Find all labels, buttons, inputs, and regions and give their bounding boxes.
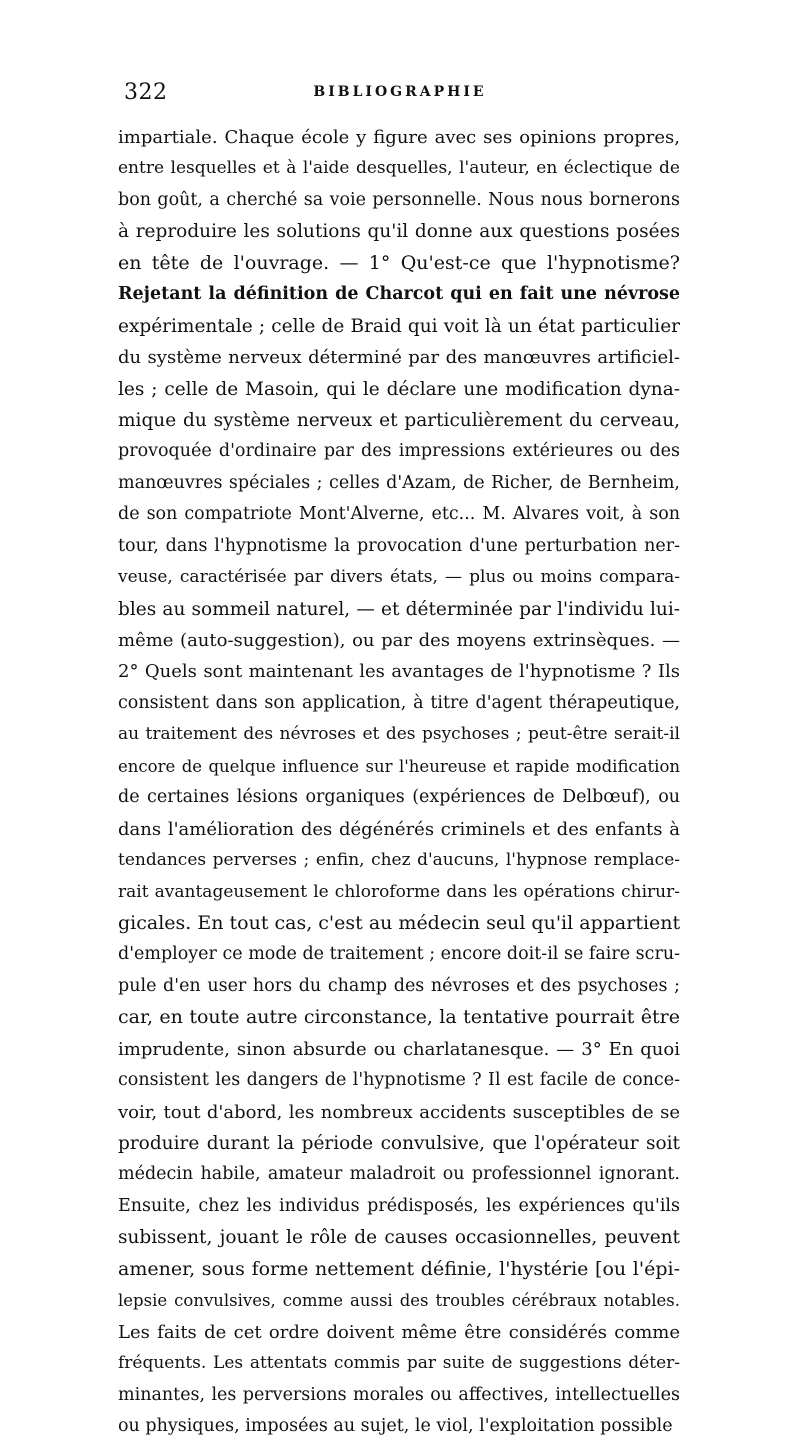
text-line: rait avantageusement le chloroforme dans les opérations chirur-: [118, 881, 680, 902]
text-line: à reproduire les solutions qu'il donne aux questions posées: [118, 221, 680, 243]
text-line: entre lesquelles et à l'aide desquelles, l'auteur, en éclectique de: [118, 158, 680, 179]
text-line: de certaines lésions organiques (expériences de Delbœuf), ou: [118, 787, 680, 808]
text-line: les ; celle de Masoin, qui le déclare une modification dyna-: [118, 378, 680, 400]
text-line: consistent les dangers de l'hypnotisme ? Il est facile de conce-: [118, 1070, 680, 1091]
text-line: expérimentale ; celle de Braid qui voit là un état particulier: [118, 315, 680, 337]
text-line: d'employer ce mode de traitement ; encore doit-il se faire scru-: [118, 944, 680, 965]
text-line: veuse, caractérisée par divers états, — plus ou moins compara-: [118, 567, 680, 588]
text-line: lepsie convulsives, comme aussi des troubles cérébraux notables.: [118, 1291, 680, 1311]
text-line: gicales. En tout cas, c'est au médecin seul qu'il appartient: [118, 911, 681, 934]
text-line: Ensuite, chez les individus prédisposés, les expériences qu'ils: [118, 1195, 680, 1216]
text-line: encore de quelque influence sur l'heureuse et rapide modification: [118, 756, 680, 776]
text-line: de son compatriote Mont'Alverne, etc... M. Alvares voit, à son: [118, 504, 680, 525]
text-line: Les faits de cet ordre doivent même être considérés comme: [118, 1321, 680, 1343]
text-line: au traitement des névroses et des psychoses ; peut-être serait-il: [118, 724, 680, 745]
text-line: médecin habile, amateur maladroit ou professionnel ignorant.: [118, 1164, 680, 1185]
text-line: impartiale. Chaque école y figure avec ses opinions propres,: [118, 127, 680, 148]
text-line: fréquents. Les attentats commis par suite de suggestions déter-: [118, 1353, 680, 1374]
text-line: produire durant la période convulsive, que l'opérateur soit: [118, 1133, 680, 1154]
text-line: voir, tout d'abord, les nombreux accidents susceptibles de se: [118, 1101, 680, 1123]
text-line: mique du système nerveux et particulièrement du cerveau,: [118, 409, 680, 431]
text-line: Rejetant la définition de Charcot qui en fait une névrose: [118, 284, 680, 305]
text-line: consistent dans son application, à titre d'agent thérapeutique,: [118, 692, 680, 713]
text-line: amener, sous forme nettement définie, l'hystérie [ou l'épi-: [118, 1257, 680, 1280]
running-title: BIBLIOGRAPHIE: [313, 84, 487, 100]
text-line: pule d'en user hors du champ des névroses et des psychoses ;: [118, 975, 680, 996]
text-line: du système nerveux déterminé par des manœuvres artificiel-: [118, 347, 680, 369]
text-line: imprudente, sinon absurde ou charlatanesque. — 3° En quoi: [118, 1038, 680, 1060]
body-text: [118, 122, 680, 1442]
text-line: bon goût, a cherché sa voie personnelle. Nous nous bornerons: [118, 189, 680, 210]
text-line: même (auto-suggestion), ou par des moyens extrinsèques. —: [118, 630, 680, 651]
text-line: tour, dans l'hypnotisme la provocation d'une perturbation ner-: [118, 535, 680, 556]
text-line: dans l'amélioration des dégénérés criminels et des enfants à: [118, 818, 680, 840]
text-line: minantes, les perversions morales ou affectives, intellectuelles: [118, 1384, 680, 1405]
text-line: tendances perverses ; enfin, chez d'aucuns, l'hypnose remplace-: [118, 850, 680, 871]
text-line: 2° Quels sont maintenant les avantages de l'hypnotisme ? Ils: [118, 661, 680, 683]
page-number: 322: [124, 80, 168, 105]
text-line: manœuvres spéciales ; celles d'Azam, de Richer, de Bernheim,: [118, 472, 680, 493]
text-line: car, en toute autre circonstance, la tentative pourrait être: [118, 1006, 680, 1029]
text-line: provoquée d'ordinaire par des impressions extérieures ou des: [118, 441, 680, 462]
text-line: subissent, jouant le rôle de causes occasionnelles, peuvent: [118, 1227, 680, 1249]
text-line: bles au sommeil naturel, — et déterminée par l'individu lui-: [118, 598, 680, 620]
text-line: en tête de l'ouvrage. — 1° Qu'est-ce que l'hypnotisme?: [118, 251, 680, 274]
text-line: ou physiques, imposées au sujet, le viol, l'exploitation possible: [118, 1415, 673, 1436]
